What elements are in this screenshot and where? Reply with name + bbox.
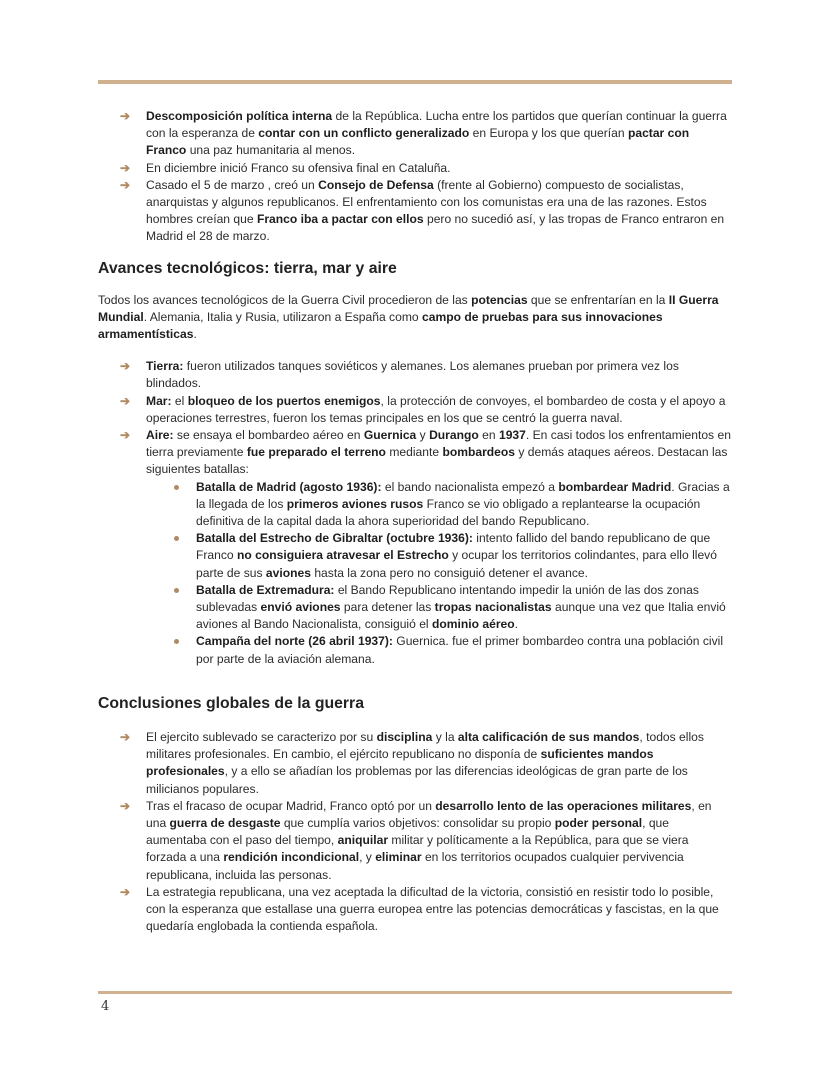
section-heading-advances: Avances tecnológicos: tierra, mar y aire: [98, 259, 397, 277]
list-conclusions: [98, 729, 732, 935]
list-advances: [98, 358, 732, 668]
dot-icon: [174, 639, 179, 644]
battle-item: Batalla del Estrecho de Gibraltar (octubre 1936): intento fallido del bando republicano de que Franco no consiguiera atravesar el Estrecho y ocupar los territorios colindantes, para ello llevó parte de sus aviones hasta la zona pero no consiguió detener el avance.: [196, 530, 732, 582]
arrow-right-icon: ➔: [120, 109, 131, 123]
list-item: ➔ Casado el 5 de marzo , creó un Consejo de Defensa (frente al Gobierno) compuesto de socialistas, anarquistas y algunos republicanos. El enfrentamiento con los comunistas era una de las razones. Estos hombres creían que Franco iba a pactar con ellos pero no sucedió así, y las tropas de Franco entraron en Madrid el 28 de marzo.: [120, 177, 725, 244]
arrow-right-icon: ➔: [120, 428, 131, 443]
battle-item: Batalla de Madrid (agosto 1936): el bando nacionalista empezó a bombardear Madrid. Gracias a la llegada de los primeros aviones rusos Franco se vio obligado a replantearse la ocupación definitiva de la capital dada la ahora superioridad del bando Republicano.: [196, 479, 732, 531]
list-battles: [146, 479, 732, 668]
arrow-right-icon: ➔: [120, 393, 131, 408]
arrow-right-icon: ➔: [120, 160, 131, 175]
intro-paragraph: Todos los avances tecnológicos de la Guerra Civil procedieron de las potencias que se enfrentarían en la II Guerra Mundial. Alemania, Italia y Rusia, utilizaron a España como campo de pruebas para sus innovaciones armamentísticas.: [98, 292, 719, 342]
page-content: [98, 108, 732, 935]
list-political-causes: [98, 108, 732, 246]
arrow-right-icon: ➔: [120, 884, 131, 899]
arrow-right-icon: ➔: [120, 729, 131, 744]
list-item: ➔ La estrategia republicana, una vez aceptada la dificultad de la victoria, consistió en resistir todo lo posible, con la esperanza que estallase una guerra europea entre las potencias democráticas y fascistas, en la que quedaría englobada la contienda española.: [120, 884, 719, 934]
arrow-right-icon: ➔: [120, 359, 131, 374]
page-number: 4: [101, 999, 110, 1014]
arrow-right-icon: ➔: [120, 177, 131, 192]
list-item: ➔ Tras el fracaso de ocupar Madrid, Franco optó por un desarrollo lento de las operaciones militares, en una guerra de desgaste que cumplía varios objetivos: consolidar su propio poder personal, que aumentaba con el paso del tiempo, aniquilar militar y políticamente a la República, para que se viera forzada a una rendición incondicional, y eliminar en los territorios ocupados cualquier pervivencia republicana, incluida las personas.: [120, 798, 712, 882]
footer-rule: [98, 991, 732, 994]
list-item-mar: ➔ Mar: el bloqueo de los puertos enemigos, la protección de convoyes, el bombardeo de costa y el apoyo a operaciones terrestres, fueron los temas principales en los que se centró la guerra naval.: [120, 393, 726, 425]
list-item: ➔ En diciembre inició Franco su ofensiva final en Cataluña.: [146, 160, 732, 177]
header-rule: [98, 80, 732, 84]
list-item-aire: ➔ Aire: se ensaya el bombardeo aéreo en Guernica y Durango en 1937. En casi todos los enfrentamientos en tierra previamente fue preparado el terreno mediante bombardeos y demás ataques aéreos. Destacan las siguientes batallas: Batalla de Madrid (agosto 1936): el bando nacionalista empezó a bombardear Madrid. Gracias a la llegada de los primeros aviones rusos Franco se vio obligado a replantearse la ocupación definitiva de la capital dada la ahora superioridad del bando Republicano. Batalla del Estrecho de Gibraltar (octubre 1936): intento fallido del bando republicano de que Franco no consiguiera atravesar el Estrecho y ocupar los territorios colindantes, para ello llevó parte de sus aviones hasta la zona pero no consiguió detener el avance. Batalla de Extremadura: el Bando Republicano intentando impedir la unión de las dos zonas sublevadas envió aviones para detener las tropas nacionalistas aunque una vez que Italia envió aviones al Bando Nacionalista, consiguió el dominio aéreo. Campaña del norte (26 abril 1937): Guernica. fue el primer bombardeo contra una población civil por parte de la aviación alemana.: [146, 427, 732, 668]
dot-icon: [174, 536, 179, 541]
dot-icon: [174, 485, 179, 490]
battle-item: Campaña del norte (26 abril 1937): Guernica. fue el primer bombardeo contra una población civil por parte de la aviación alemana.: [196, 633, 732, 667]
arrow-right-icon: ➔: [120, 798, 131, 813]
battle-item: Batalla de Extremadura: el Bando Republicano intentando impedir la unión de las dos zonas sublevadas envió aviones para detener las tropas nacionalistas aunque una vez que Italia envió aviones al Bando Nacionalista, consiguió el dominio aéreo.: [196, 582, 732, 634]
list-item-tierra: ➔ Tierra: fueron utilizados tanques soviéticos y alemanes. Los alemanes prueban por primera vez los blindados.: [120, 359, 679, 391]
section-heading-conclusions: Conclusiones globales de la guerra: [98, 694, 364, 712]
list-item: ➔ Descomposición política interna de la República. Lucha entre los partidos que querían continuar la guerra con la esperanza de contar con un conflicto generalizado en Europa y los que querían pactar con Franco una paz humanitaria al menos.: [120, 109, 727, 158]
list-item: ➔ El ejercito sublevado se caracterizo por su disciplina y la alta calificación de sus mandos, todos ellos militares profesionales. En cambio, el ejército republicano no disponía de suficientes mandos profesionales, y a ello se añadían los problemas por las diferencias ideológicas de gran parte de los milicianos populares.: [120, 729, 704, 796]
dot-icon: [174, 588, 179, 593]
